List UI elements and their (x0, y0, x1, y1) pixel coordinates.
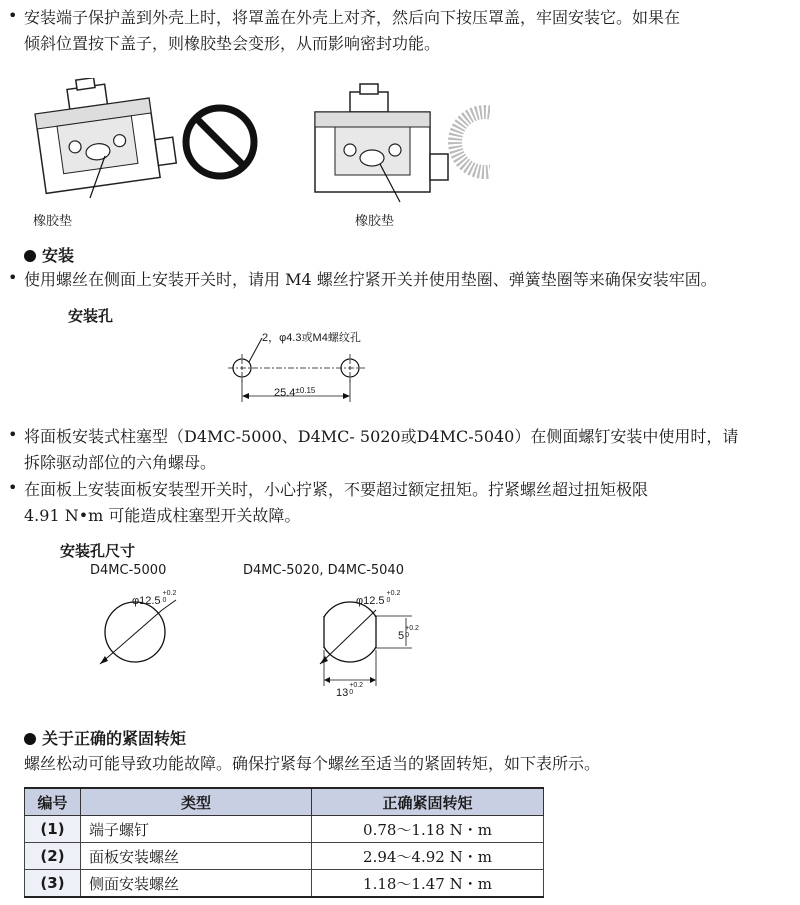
torque-table (24, 787, 544, 898)
panel-hole-subheading: 安装孔尺寸 (60, 542, 136, 560)
dia-a-label: φ12.5+0.2 0 (132, 590, 177, 607)
panel-note-2-line-2: 4.91 N•m 可能造成柱塞型开关故障。 (24, 506, 301, 525)
install-heading: 安装 (24, 243, 74, 266)
bullet-dot-icon (24, 733, 36, 745)
dia-b-label: φ12.5+0.2 0 (356, 590, 401, 607)
panel-note-1-line-1: 将面板安装式柱塞型（D4MC-5000、D4MC- 5020或D4MC-5040）在侧面螺钉安装中使用时，请 (24, 427, 739, 446)
width-label: 13+0.2 0 (336, 682, 364, 699)
rubber-gasket-ring (455, 112, 490, 172)
table-row (25, 843, 544, 870)
row-type: 侧面安装螺丝 (81, 870, 312, 898)
tilted-switch-illustration (31, 78, 178, 193)
prohibited-icon (186, 108, 254, 176)
rubber-gasket-label-right: 橡胶垫 (355, 214, 395, 229)
upright-switch-illustration (315, 84, 448, 192)
flat-height-label: 5+0.2 0 (398, 625, 419, 642)
rubber-gasket-label-left: 橡胶垫 (33, 214, 73, 229)
bullet-dot-icon (24, 250, 36, 262)
model-a-label: D4MC-5000 (90, 563, 167, 578)
row-number: (1) (25, 816, 81, 843)
row-number: (3) (25, 870, 81, 898)
row-number: (2) (25, 843, 81, 870)
table-header-row (25, 788, 544, 816)
table-row (25, 870, 544, 898)
panel-hole-diagram (90, 590, 420, 710)
terminal-cover-figure (30, 78, 490, 228)
row-torque: 0.78～1.18 N・m (312, 816, 544, 843)
panel-note-1-line-2: 拆除驱动部位的六角螺母。 (24, 453, 217, 472)
table-row (25, 816, 544, 843)
hole-spec-label: 2，φ4.3或M4螺纹孔 (262, 332, 361, 344)
intro-line-2: 倾斜位置按下盖子，则橡胶垫会变形，从而影响密封功能。 (24, 34, 441, 53)
row-torque: 1.18～1.47 N・m (312, 870, 544, 898)
mounting-hole-subheading: 安装孔 (68, 307, 114, 325)
panel-note-2-line-1: 在面板上安装面板安装型开关时，小心拧紧，不要超过额定扭矩。拧紧螺丝超过扭矩极限 (24, 480, 649, 499)
install-instruction: 使用螺丝在侧面上安装开关时，请用 M4 螺丝拧紧开关并使用垫圈、弹簧垫圈等来确保安装牢固。 (24, 270, 717, 289)
row-type: 面板安装螺丝 (81, 843, 312, 870)
header-type: 类型 (81, 788, 312, 816)
bullet: • (8, 6, 18, 25)
model-b-label: D4MC-5020, D4MC-5040 (243, 563, 404, 578)
torque-heading: 关于正确的紧固转矩 (24, 726, 186, 749)
row-torque: 2.94～4.92 N・m (312, 843, 544, 870)
row-type: 端子螺钉 (81, 816, 312, 843)
hole-distance-label: $25.4^{\pm 0.15}$ (274, 386, 316, 399)
torque-description: 螺丝松动可能导致功能故障。确保拧紧每个螺丝至适当的紧固转矩，如下表所示。 (24, 754, 601, 773)
header-torque: 正确紧固转矩 (312, 788, 544, 816)
header-number: 编号 (25, 788, 81, 816)
intro-line-1: 安装端子保护盖到外壳上时，将罩盖在外壳上对齐，然后向下按压罩盖，牢固安装它。如果在 (24, 8, 681, 27)
